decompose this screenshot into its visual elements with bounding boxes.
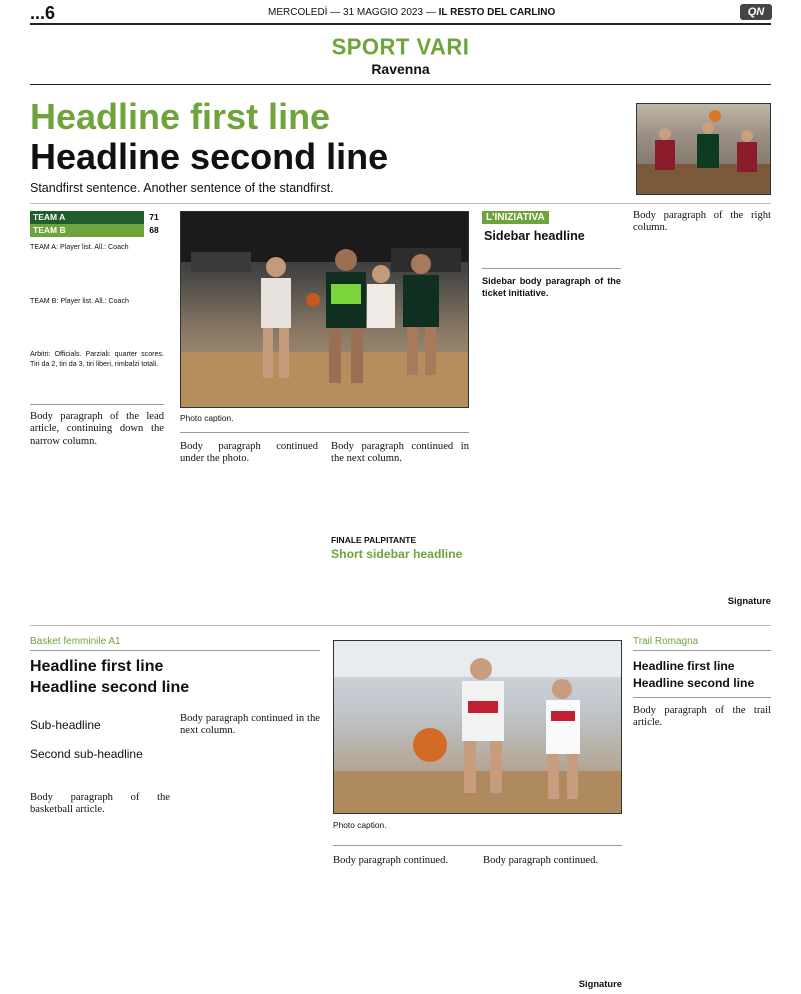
- masthead-date: MERCOLEDÌ — 31 MAGGIO 2023 —: [268, 7, 436, 18]
- basket-headline-2: Headline second line: [30, 679, 190, 696]
- box-score-home: TEAM A: Player list. All.: Coach: [30, 243, 129, 251]
- initiative-rule: [482, 268, 621, 269]
- basket-body-col2: Body paragraph continued in the next column.: [180, 713, 320, 737]
- score-team-2: TEAM B: [33, 225, 66, 235]
- caption-rule: [180, 432, 469, 433]
- middle-divider: [30, 625, 771, 626]
- basket-kicker-rule: [30, 650, 320, 651]
- masthead-date-line: [268, 7, 555, 18]
- basket-body-col4: Body paragraph continued.: [483, 855, 599, 866]
- score-row-2: [30, 224, 164, 237]
- score-points-1: 71: [144, 211, 164, 224]
- player-white-2: [367, 265, 395, 328]
- score-row-1: [30, 211, 164, 224]
- score-points-2: 68: [144, 224, 164, 237]
- basket-main-photo: [333, 640, 622, 814]
- box-score-away: TEAM B: Player list. All.: Coach: [30, 297, 129, 305]
- women-basketball-illustration: [334, 641, 622, 814]
- section-title: SPORT VARI: [331, 33, 470, 60]
- basket-headline-1: Headline first line: [30, 658, 164, 675]
- masthead-paper: IL RESTO DEL CARLINO: [438, 7, 556, 18]
- qn-logo: QN: [740, 4, 772, 20]
- sidebar-title: Short sidebar headline: [331, 547, 463, 561]
- initiative-title: Sidebar headline: [484, 229, 585, 243]
- lead-headline-2: Headline second line: [30, 136, 389, 177]
- trail-headline-2: Headline second line: [633, 676, 755, 690]
- lead-divider: [30, 203, 771, 204]
- masthead-rule: [30, 23, 771, 25]
- box-score-officials: Arbitri: Officials. Parziali: quarter scores. Tiri da 2, tiri da 3, tiri liberi, rimbalzi totali.: [30, 350, 164, 368]
- lead-photo-caption: Photo caption.: [180, 413, 234, 423]
- initiative-box: [482, 209, 621, 609]
- trail-body: Body paragraph of the trail article.: [633, 705, 771, 729]
- basket-kicker: Basket femminile A1: [30, 636, 121, 647]
- lead-signature: Signature: [727, 595, 771, 606]
- lead-body-col3: Body paragraph continued in the next column.: [331, 441, 469, 465]
- basketball-action-illustration: [637, 104, 771, 195]
- trail-headline-1: Headline first line: [633, 659, 735, 673]
- page-number: ...6: [30, 3, 56, 23]
- players-action-illustration: [181, 212, 469, 408]
- trail-kicker: Trail Romagna: [633, 636, 699, 647]
- basket-sub-1: Sub-headline: [30, 718, 101, 732]
- lead-standfirst: Standfirst sentence. Another sentence of the standfirst.: [30, 181, 334, 195]
- section-rule: [30, 84, 771, 85]
- box-score-rule: [30, 404, 164, 405]
- initiative-kicker: L'INIZIATIVA: [482, 211, 549, 224]
- basket-sub-2: Second sub-headline: [30, 747, 143, 761]
- basket-body-col1: Body paragraph of the basketball article.: [30, 792, 170, 816]
- lead-body-col1: Body paragraph of the lead article, continuing down the narrow column.: [30, 411, 164, 447]
- trail-kicker-rule: [633, 650, 771, 651]
- basket-photo-caption: Photo caption.: [333, 820, 387, 830]
- basket-signature: Signature: [578, 978, 622, 989]
- initiative-body: Sidebar body paragraph of the ticket initiative.: [482, 276, 621, 299]
- sidebar-kicker: FINALE PALPITANTE: [331, 535, 417, 545]
- lead-headline-1: Headline first line: [30, 96, 331, 137]
- lead-body-col5: Body paragraph of the right column.: [633, 210, 771, 234]
- basket-body-col3: Body paragraph continued.: [333, 855, 449, 866]
- lead-thumbnail-photo: [636, 103, 771, 195]
- lead-main-photo: [180, 211, 469, 408]
- section-city: Ravenna: [371, 61, 430, 77]
- score-team-1: TEAM A: [33, 212, 66, 222]
- lead-body-col2: Body paragraph continued under the photo.: [180, 441, 318, 465]
- basket-caption-rule: [333, 845, 622, 846]
- trail-headline-rule: [633, 697, 771, 698]
